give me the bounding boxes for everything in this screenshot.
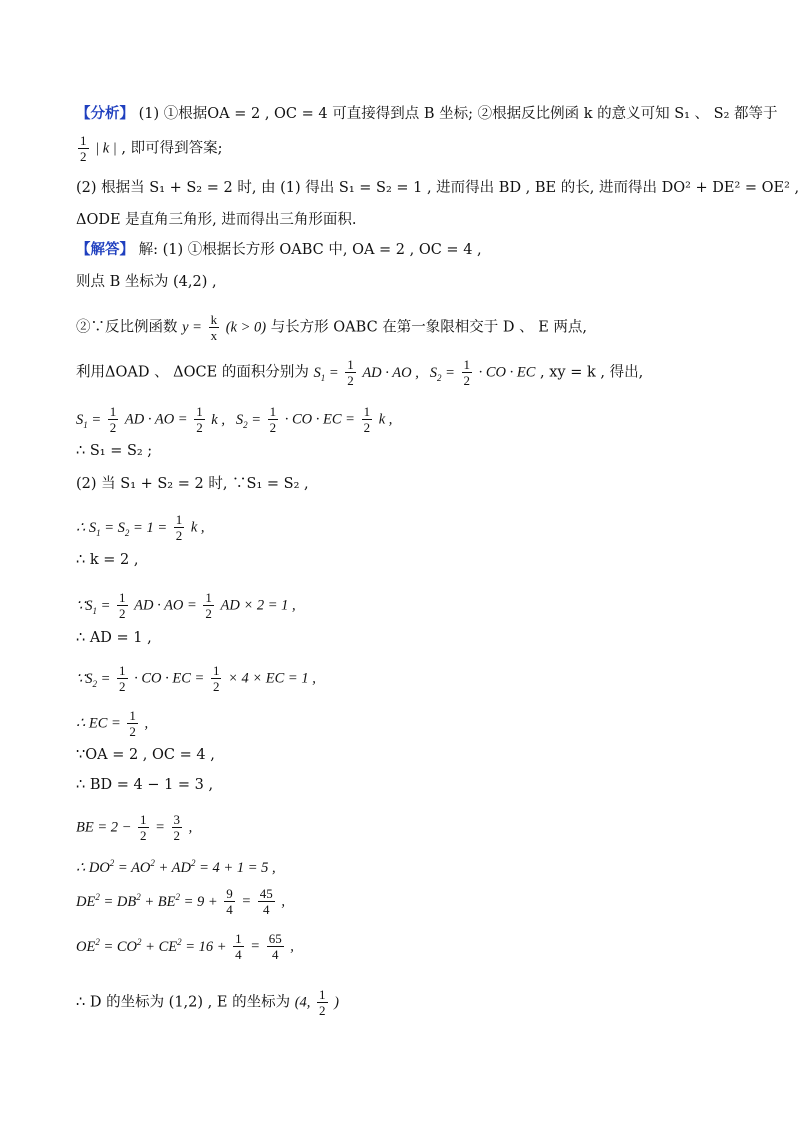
solution-line-18: $DE^2 = DB^2 + BE^2 = 9$ + $\frac{9}{4}$ = $\frac{45}{4}$ , [76, 886, 286, 917]
solution-line-11: ∴ AD = 1 , [76, 630, 152, 646]
solution-line-13: ∴ EC = $\frac{1}{2}$ , [76, 708, 149, 739]
solution-line-6: ∴ S₁ = S₂ ; [76, 443, 153, 459]
solution-line-12: $\because S_2$ = $\frac{1}{2}$ · CO · EC = $\frac{1}{2}$ × 4 × EC = 1 , [76, 663, 316, 694]
analysis-line-3: (2) 根据当 S₁ + S₂ = 2 时, 由 (1) 得出 S₁ = S₂ = 1 , 进而得出 BD , BE 的长, 进而得出 DO² + DE² = OE² , [76, 180, 800, 196]
solution-line-19: $OE^2 = CO^2 + CE^2 = 16$ + $\frac{1}{4}$ = $\frac{65}{4}$ , [76, 931, 294, 962]
analysis-line-4: ΔODE 是直角三角形, 进而得出三角形面积. [76, 212, 357, 228]
analysis-text-2: , 即可得到答案; [121, 140, 223, 157]
solution-line-7: (2) 当 S₁ + S₂ = 2 时, ∵S₁ = S₂ , [76, 476, 309, 492]
fraction-half: $\frac{1}{2}$ [80, 133, 87, 164]
solution-line-16: BE = 2 − $\frac{1}{2}$ = $\frac{3}{2}$ , [76, 812, 193, 843]
solution-line-20: ∴ D 的坐标为 (1,2) , E 的坐标为 (4, $\frac{1}{2}$ ) [76, 987, 339, 1018]
solution-line-3: ②∵反比例函数 y = $\frac{k}{x}$ (k > 0) 与长方形 OABC 在第一象限相交于 D 、 E 两点, [76, 312, 588, 343]
solution-line-5: $S_1$ = $\frac{1}{2}$ AD · AO = $\frac{1}{2}$ k , $S_2$ = $\frac{1}{2}$ · CO · EC = $\frac{1}{2}$ k , [76, 404, 393, 435]
solution-line-14: ∵OA = 2 , OC = 4 , [76, 747, 215, 763]
solution-line-4: 利用ΔOAD 、 ΔOCE 的面积分别为 $S_1$ = $\frac{1}{2}$ AD · AO , $S_2$ = $\frac{1}{2}$ · CO · EC , xy = k , 得出, [76, 357, 644, 388]
analysis-text-1: (1) ①根据OA = 2 , OC = 4 可直接得到点 B 坐标; ②根据反比例函 k 的意义可知 S₁ 、 S₂ 都等于 [138, 106, 778, 122]
solution-line-17: ∴ $DO^2 = AO^2 + AD^2 = 4 + 1 = 5$ , [76, 858, 276, 876]
solution-line-10: $\because S_1$ = $\frac{1}{2}$ AD · AO = $\frac{1}{2}$ AD × 2 = 1 , [76, 590, 296, 621]
analysis-line-1 [76, 104, 778, 124]
analysis-line-2: $\frac{1}{2}$ | k | , 即可得到答案; [80, 133, 223, 164]
solution-tag: 【解答】 [76, 242, 134, 258]
solution-line-15: ∴ BD = 4 − 1 = 3 , [76, 777, 214, 793]
solution-line-9: ∴ k = 2 , [76, 552, 139, 568]
solution-line-1: 【解答】 解: (1) ①根据长方形 OABC 中, OA = 2 , OC = 4 , [76, 242, 482, 258]
solution-line-2: 则点 B 坐标为 (4,2) , [76, 274, 217, 290]
analysis-tag: 【分析】 [76, 106, 134, 122]
solution-line-8: ∴ $S_1 = S_2 = 1$ = $\frac{1}{2}$ k , [76, 512, 205, 543]
